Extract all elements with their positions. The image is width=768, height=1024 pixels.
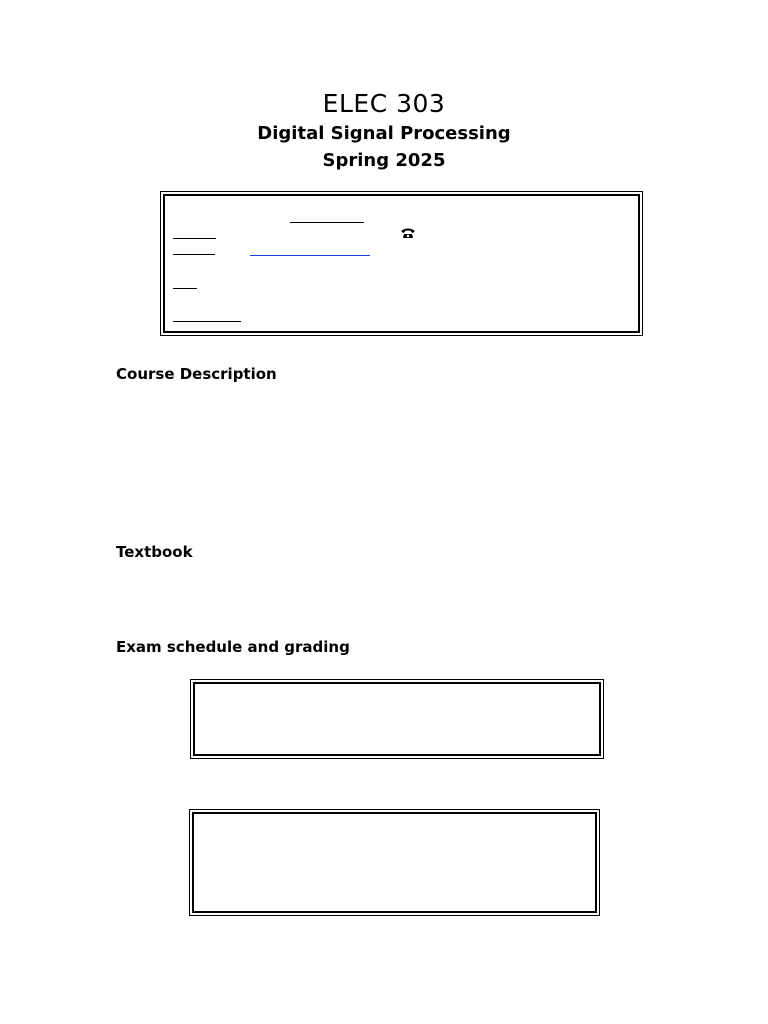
telephone-icon bbox=[400, 227, 416, 239]
office-hours-label-underline bbox=[173, 321, 241, 322]
office-label-underline bbox=[173, 238, 216, 239]
email-label-underline bbox=[173, 254, 215, 255]
grading-box bbox=[189, 809, 600, 916]
email-link[interactable] bbox=[250, 255, 370, 256]
course-code-text: ELEC 303 bbox=[322, 89, 446, 118]
instructor-info-box bbox=[160, 191, 643, 336]
instructor-info-box-inner bbox=[163, 194, 640, 333]
course-code bbox=[0, 88, 768, 120]
exam-schedule-box-inner bbox=[193, 682, 601, 756]
grading-box-inner bbox=[192, 812, 597, 913]
course-term: Spring 2025 bbox=[322, 150, 446, 171]
exam-schedule-box bbox=[190, 679, 604, 759]
course-title: Digital Signal Processing bbox=[257, 123, 511, 144]
instructor-name-underline bbox=[290, 222, 364, 223]
textbook-heading: Textbook bbox=[116, 543, 193, 561]
web-label-underline bbox=[173, 288, 197, 289]
exam-schedule-heading: Exam schedule and grading bbox=[116, 638, 350, 656]
course-description-heading: Course Description bbox=[116, 365, 277, 383]
